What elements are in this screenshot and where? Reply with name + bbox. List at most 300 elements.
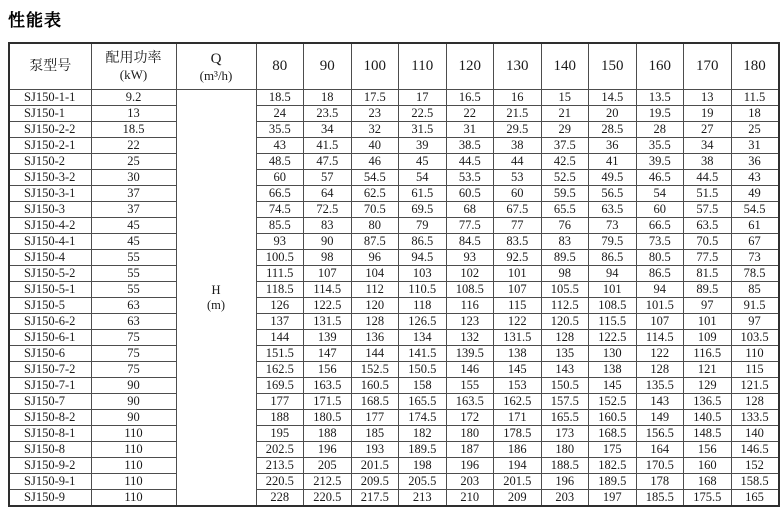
pump-model-cell: SJ150-8 [9, 442, 91, 458]
head-value-cell: 193 [351, 442, 399, 458]
head-value-cell: 160 [684, 458, 732, 474]
table-row [9, 426, 779, 442]
table-row [9, 154, 779, 170]
head-value-cell: 31 [731, 138, 779, 154]
head-value-cell: 180 [541, 442, 589, 458]
head-value-cell: 103.5 [731, 330, 779, 346]
head-value-cell: 70.5 [351, 202, 399, 218]
head-value-cell: 18.5 [256, 90, 304, 106]
rated-power-cell: 75 [91, 346, 176, 362]
head-value-cell: 220.5 [256, 474, 304, 490]
head-value-cell: 149 [636, 410, 684, 426]
head-value-cell: 47.5 [304, 154, 352, 170]
head-value-cell: 76 [541, 218, 589, 234]
rated-power-cell: 75 [91, 362, 176, 378]
head-value-cell: 122.5 [589, 330, 637, 346]
head-value-cell: 120.5 [541, 314, 589, 330]
head-value-cell: 186 [494, 442, 542, 458]
rated-power-cell: 90 [91, 410, 176, 426]
pump-model-cell: SJ150-7 [9, 394, 91, 410]
head-value-cell: 175.5 [684, 490, 732, 507]
head-value-cell: 54 [399, 170, 447, 186]
pump-model-cell: SJ150-3 [9, 202, 91, 218]
table-row [9, 458, 779, 474]
head-value-cell: 160.5 [351, 378, 399, 394]
head-h-label: H [211, 282, 221, 297]
head-value-cell: 66.5 [636, 218, 684, 234]
head-value-cell: 54.5 [731, 202, 779, 218]
pump-model-cell: SJ150-9-1 [9, 474, 91, 490]
head-value-cell: 130 [589, 346, 637, 362]
head-value-cell: 137 [256, 314, 304, 330]
head-value-cell: 54 [636, 186, 684, 202]
head-value-cell: 134 [399, 330, 447, 346]
head-value-cell: 145 [589, 378, 637, 394]
table-row [9, 330, 779, 346]
head-value-cell: 128 [541, 330, 589, 346]
head-value-cell: 22.5 [399, 106, 447, 122]
head-value-cell: 60.5 [446, 186, 494, 202]
col-header-flow-80: 80 [256, 43, 304, 90]
pump-model-cell: SJ150-4-2 [9, 218, 91, 234]
head-value-cell: 94 [589, 266, 637, 282]
head-value-cell: 18 [304, 90, 352, 106]
head-value-cell: 62.5 [351, 186, 399, 202]
col-header-flow-120: 120 [446, 43, 494, 90]
head-value-cell: 110 [731, 346, 779, 362]
head-value-cell: 100.5 [256, 250, 304, 266]
head-value-cell: 56.5 [589, 186, 637, 202]
head-value-cell: 43 [731, 170, 779, 186]
pump-model-cell: SJ150-6-1 [9, 330, 91, 346]
table-row [9, 490, 779, 507]
rated-power-cell: 90 [91, 394, 176, 410]
rated-power-cell: 25 [91, 154, 176, 170]
table-row [9, 234, 779, 250]
table-row [9, 442, 779, 458]
head-value-cell: 217.5 [351, 490, 399, 507]
pump-model-cell: SJ150-1-1 [9, 90, 91, 106]
head-value-cell: 156.5 [636, 426, 684, 442]
head-value-cell: 168.5 [589, 426, 637, 442]
table-row [9, 90, 779, 106]
head-value-cell: 178.5 [494, 426, 542, 442]
head-value-cell: 182.5 [589, 458, 637, 474]
rated-power-cell: 110 [91, 426, 176, 442]
head-value-cell: 40 [351, 138, 399, 154]
head-value-cell: 150.5 [541, 378, 589, 394]
rated-power-cell: 63 [91, 298, 176, 314]
head-value-cell: 31.5 [399, 122, 447, 138]
header-row [9, 43, 779, 90]
head-value-cell: 197 [589, 490, 637, 507]
rated-power-cell: 13 [91, 106, 176, 122]
head-value-cell: 121.5 [731, 378, 779, 394]
head-value-cell: 168 [684, 474, 732, 490]
col-header-flow-160: 160 [636, 43, 684, 90]
head-value-cell: 115.5 [589, 314, 637, 330]
rated-power-label: 配用功率 [105, 51, 162, 66]
col-header-pump-model: 泵型号 [9, 43, 91, 90]
head-value-cell: 35.5 [256, 122, 304, 138]
head-value-cell: 23.5 [304, 106, 352, 122]
head-value-cell: 112 [351, 282, 399, 298]
head-value-cell: 63.5 [684, 218, 732, 234]
head-value-cell: 67 [731, 234, 779, 250]
head-value-cell: 83 [304, 218, 352, 234]
head-value-cell: 168.5 [351, 394, 399, 410]
rated-power-cell: 45 [91, 234, 176, 250]
table-row [9, 106, 779, 122]
rated-power-cell: 110 [91, 458, 176, 474]
head-value-cell: 169.5 [256, 378, 304, 394]
rated-power-cell: 22 [91, 138, 176, 154]
pump-model-cell: SJ150-9 [9, 490, 91, 507]
head-value-cell: 107 [636, 314, 684, 330]
head-value-cell: 187 [446, 442, 494, 458]
head-value-cell: 73 [589, 218, 637, 234]
head-value-cell: 139.5 [446, 346, 494, 362]
table-row [9, 378, 779, 394]
head-value-cell: 41.5 [304, 138, 352, 154]
head-value-cell: 189.5 [589, 474, 637, 490]
head-value-cell: 89.5 [684, 282, 732, 298]
pump-model-cell: SJ150-7-2 [9, 362, 91, 378]
head-value-cell: 123 [446, 314, 494, 330]
head-value-cell: 156 [304, 362, 352, 378]
head-value-cell: 140.5 [684, 410, 732, 426]
head-value-cell: 177 [351, 410, 399, 426]
col-header-flow-90: 90 [304, 43, 352, 90]
head-value-cell: 66.5 [256, 186, 304, 202]
head-value-cell: 133.5 [731, 410, 779, 426]
head-value-cell: 44.5 [684, 170, 732, 186]
head-value-cell: 213.5 [256, 458, 304, 474]
head-value-cell: 80 [351, 218, 399, 234]
head-value-cell: 109 [684, 330, 732, 346]
rated-power-cell: 30 [91, 170, 176, 186]
head-value-cell: 77 [494, 218, 542, 234]
head-value-cell: 98 [304, 250, 352, 266]
head-value-cell: 188.5 [541, 458, 589, 474]
table-row [9, 138, 779, 154]
head-value-cell: 210 [446, 490, 494, 507]
head-value-cell: 41 [589, 154, 637, 170]
rated-power-cell: 55 [91, 250, 176, 266]
head-value-cell: 52.5 [541, 170, 589, 186]
head-value-cell: 92.5 [494, 250, 542, 266]
head-value-cell: 25 [731, 122, 779, 138]
head-value-cell: 150.5 [399, 362, 447, 378]
head-value-cell: 84.5 [446, 234, 494, 250]
table-row [9, 314, 779, 330]
head-value-cell: 44 [494, 154, 542, 170]
head-value-cell: 69.5 [399, 202, 447, 218]
head-value-cell: 114.5 [304, 282, 352, 298]
head-value-cell: 51.5 [684, 186, 732, 202]
head-value-cell: 153 [494, 378, 542, 394]
head-value-cell: 163.5 [446, 394, 494, 410]
head-h-merged-cell [176, 90, 256, 507]
pump-model-cell: SJ150-3-2 [9, 170, 91, 186]
head-value-cell: 36 [589, 138, 637, 154]
head-value-cell: 160.5 [589, 410, 637, 426]
pump-model-cell: SJ150-3-1 [9, 186, 91, 202]
head-value-cell: 32 [351, 122, 399, 138]
col-header-flow-180: 180 [731, 43, 779, 90]
head-value-cell: 162.5 [494, 394, 542, 410]
head-value-cell: 63.5 [589, 202, 637, 218]
head-value-cell: 28.5 [589, 122, 637, 138]
head-value-cell: 60 [494, 186, 542, 202]
head-value-cell: 114.5 [636, 330, 684, 346]
head-value-cell: 116.5 [684, 346, 732, 362]
pump-model-cell: SJ150-8-1 [9, 426, 91, 442]
table-row [9, 474, 779, 490]
head-value-cell: 94.5 [399, 250, 447, 266]
head-value-cell: 74.5 [256, 202, 304, 218]
head-value-cell: 101 [684, 314, 732, 330]
head-value-cell: 39.5 [636, 154, 684, 170]
head-value-cell: 140 [731, 426, 779, 442]
pump-model-cell: SJ150-6 [9, 346, 91, 362]
head-value-cell: 116 [446, 298, 494, 314]
head-value-cell: 139 [304, 330, 352, 346]
head-value-cell: 196 [446, 458, 494, 474]
head-value-cell: 143 [541, 362, 589, 378]
head-value-cell: 121 [684, 362, 732, 378]
rated-power-cell: 110 [91, 490, 176, 507]
page-title: 性能表 [8, 11, 62, 30]
flow-q-unit: (m³/h) [199, 67, 233, 83]
pump-model-cell: SJ150-9-2 [9, 458, 91, 474]
head-value-cell: 157.5 [541, 394, 589, 410]
head-value-cell: 112.5 [541, 298, 589, 314]
head-value-cell: 198 [399, 458, 447, 474]
head-value-cell: 13.5 [636, 90, 684, 106]
head-value-cell: 101.5 [636, 298, 684, 314]
head-value-cell: 29 [541, 122, 589, 138]
col-header-rated-power [91, 43, 176, 90]
head-value-cell: 79.5 [589, 234, 637, 250]
table-row [9, 282, 779, 298]
table-row [9, 122, 779, 138]
head-value-cell: 87.5 [351, 234, 399, 250]
head-value-cell: 143 [636, 394, 684, 410]
head-value-cell: 122.5 [304, 298, 352, 314]
head-value-cell: 21 [541, 106, 589, 122]
head-value-cell: 38.5 [446, 138, 494, 154]
head-value-cell: 89.5 [541, 250, 589, 266]
head-value-cell: 163.5 [304, 378, 352, 394]
head-value-cell: 194 [494, 458, 542, 474]
head-value-cell: 141.5 [399, 346, 447, 362]
head-value-cell: 180 [446, 426, 494, 442]
rated-power-cell: 90 [91, 378, 176, 394]
table-row [9, 202, 779, 218]
table-row [9, 346, 779, 362]
head-value-cell: 67.5 [494, 202, 542, 218]
head-value-cell: 78.5 [731, 266, 779, 282]
pump-model-cell: SJ150-2 [9, 154, 91, 170]
pump-model-cell: SJ150-4-1 [9, 234, 91, 250]
rated-power-cell: 110 [91, 442, 176, 458]
head-value-cell: 91.5 [731, 298, 779, 314]
head-value-cell: 35.5 [636, 138, 684, 154]
head-value-cell: 128 [351, 314, 399, 330]
head-value-cell: 11.5 [731, 90, 779, 106]
head-value-cell: 175 [589, 442, 637, 458]
head-value-cell: 203 [541, 490, 589, 507]
head-value-cell: 86.5 [589, 250, 637, 266]
col-header-flow-140: 140 [541, 43, 589, 90]
head-value-cell: 108.5 [589, 298, 637, 314]
head-value-cell: 145 [494, 362, 542, 378]
head-value-cell: 131.5 [494, 330, 542, 346]
head-value-cell: 16.5 [446, 90, 494, 106]
head-value-cell: 196 [304, 442, 352, 458]
head-value-cell: 81.5 [684, 266, 732, 282]
head-value-cell: 228 [256, 490, 304, 507]
head-value-cell: 29.5 [494, 122, 542, 138]
head-value-cell: 170.5 [636, 458, 684, 474]
head-value-cell: 86.5 [636, 266, 684, 282]
head-value-cell: 61 [731, 218, 779, 234]
head-value-cell: 111.5 [256, 266, 304, 282]
head-value-cell: 172 [446, 410, 494, 426]
head-value-cell: 37.5 [541, 138, 589, 154]
head-value-cell: 44.5 [446, 154, 494, 170]
rated-power-cell: 37 [91, 202, 176, 218]
head-value-cell: 49.5 [589, 170, 637, 186]
table-row [9, 298, 779, 314]
head-value-cell: 14.5 [589, 90, 637, 106]
head-value-cell: 101 [589, 282, 637, 298]
head-value-cell: 17 [399, 90, 447, 106]
head-value-cell: 144 [256, 330, 304, 346]
head-value-cell: 102 [446, 266, 494, 282]
head-value-cell: 59.5 [541, 186, 589, 202]
head-value-cell: 94 [636, 282, 684, 298]
head-value-cell: 18 [731, 106, 779, 122]
pump-model-cell: SJ150-5-2 [9, 266, 91, 282]
head-value-cell: 22 [446, 106, 494, 122]
table-row [9, 362, 779, 378]
rated-power-cell: 9.2 [91, 90, 176, 106]
head-value-cell: 212.5 [304, 474, 352, 490]
head-value-cell: 38 [494, 138, 542, 154]
head-value-cell: 148.5 [684, 426, 732, 442]
rated-power-cell: 37 [91, 186, 176, 202]
pump-model-cell: SJ150-1 [9, 106, 91, 122]
flow-q-label: Q [210, 50, 222, 67]
head-value-cell: 34 [304, 122, 352, 138]
head-value-cell: 93 [446, 250, 494, 266]
table-row [9, 186, 779, 202]
rated-power-unit: (kW) [119, 67, 148, 82]
head-value-cell: 13 [684, 90, 732, 106]
head-value-cell: 132 [446, 330, 494, 346]
head-value-cell: 171 [494, 410, 542, 426]
head-value-cell: 136.5 [684, 394, 732, 410]
head-value-cell: 15 [541, 90, 589, 106]
head-value-cell: 135.5 [636, 378, 684, 394]
head-value-cell: 23 [351, 106, 399, 122]
head-value-cell: 201.5 [351, 458, 399, 474]
col-header-flow-q [176, 43, 256, 90]
head-value-cell: 83 [541, 234, 589, 250]
head-value-cell: 205 [304, 458, 352, 474]
head-value-cell: 162.5 [256, 362, 304, 378]
head-value-cell: 68 [446, 202, 494, 218]
head-value-cell: 173 [541, 426, 589, 442]
head-value-cell: 19.5 [636, 106, 684, 122]
head-value-cell: 185.5 [636, 490, 684, 507]
head-value-cell: 136 [351, 330, 399, 346]
col-header-flow-170: 170 [684, 43, 732, 90]
head-value-cell: 118 [399, 298, 447, 314]
head-value-cell: 126.5 [399, 314, 447, 330]
head-value-cell: 118.5 [256, 282, 304, 298]
head-value-cell: 77.5 [684, 250, 732, 266]
head-value-cell: 120 [351, 298, 399, 314]
head-value-cell: 156 [684, 442, 732, 458]
head-value-cell: 107 [494, 282, 542, 298]
head-value-cell: 48.5 [256, 154, 304, 170]
head-value-cell: 144 [351, 346, 399, 362]
col-header-flow-110: 110 [399, 43, 447, 90]
pump-model-cell: SJ150-6-2 [9, 314, 91, 330]
head-value-cell: 182 [399, 426, 447, 442]
head-value-cell: 85 [731, 282, 779, 298]
head-value-cell: 209.5 [351, 474, 399, 490]
head-value-cell: 188 [304, 426, 352, 442]
rated-power-cell: 110 [91, 474, 176, 490]
head-value-cell: 158.5 [731, 474, 779, 490]
head-value-cell: 21.5 [494, 106, 542, 122]
head-value-cell: 43 [256, 138, 304, 154]
table-row [9, 266, 779, 282]
table-row [9, 410, 779, 426]
head-value-cell: 31 [446, 122, 494, 138]
pump-model-cell: SJ150-4 [9, 250, 91, 266]
table-body [9, 90, 779, 507]
head-value-cell: 209 [494, 490, 542, 507]
head-value-cell: 65.5 [541, 202, 589, 218]
col-header-flow-130: 130 [494, 43, 542, 90]
head-value-cell: 79 [399, 218, 447, 234]
table-row [9, 250, 779, 266]
head-value-cell: 185 [351, 426, 399, 442]
pump-model-cell: SJ150-5 [9, 298, 91, 314]
head-value-cell: 83.5 [494, 234, 542, 250]
head-value-cell: 80.5 [636, 250, 684, 266]
head-value-cell: 115 [731, 362, 779, 378]
head-value-cell: 152.5 [589, 394, 637, 410]
head-value-cell: 86.5 [399, 234, 447, 250]
head-value-cell: 180.5 [304, 410, 352, 426]
head-value-cell: 60 [256, 170, 304, 186]
head-value-cell: 61.5 [399, 186, 447, 202]
head-value-cell: 220.5 [304, 490, 352, 507]
head-value-cell: 122 [494, 314, 542, 330]
head-value-cell: 60 [636, 202, 684, 218]
head-value-cell: 196 [541, 474, 589, 490]
table-row [9, 170, 779, 186]
head-value-cell: 110.5 [399, 282, 447, 298]
head-value-cell: 203 [446, 474, 494, 490]
head-value-cell: 165 [731, 490, 779, 507]
